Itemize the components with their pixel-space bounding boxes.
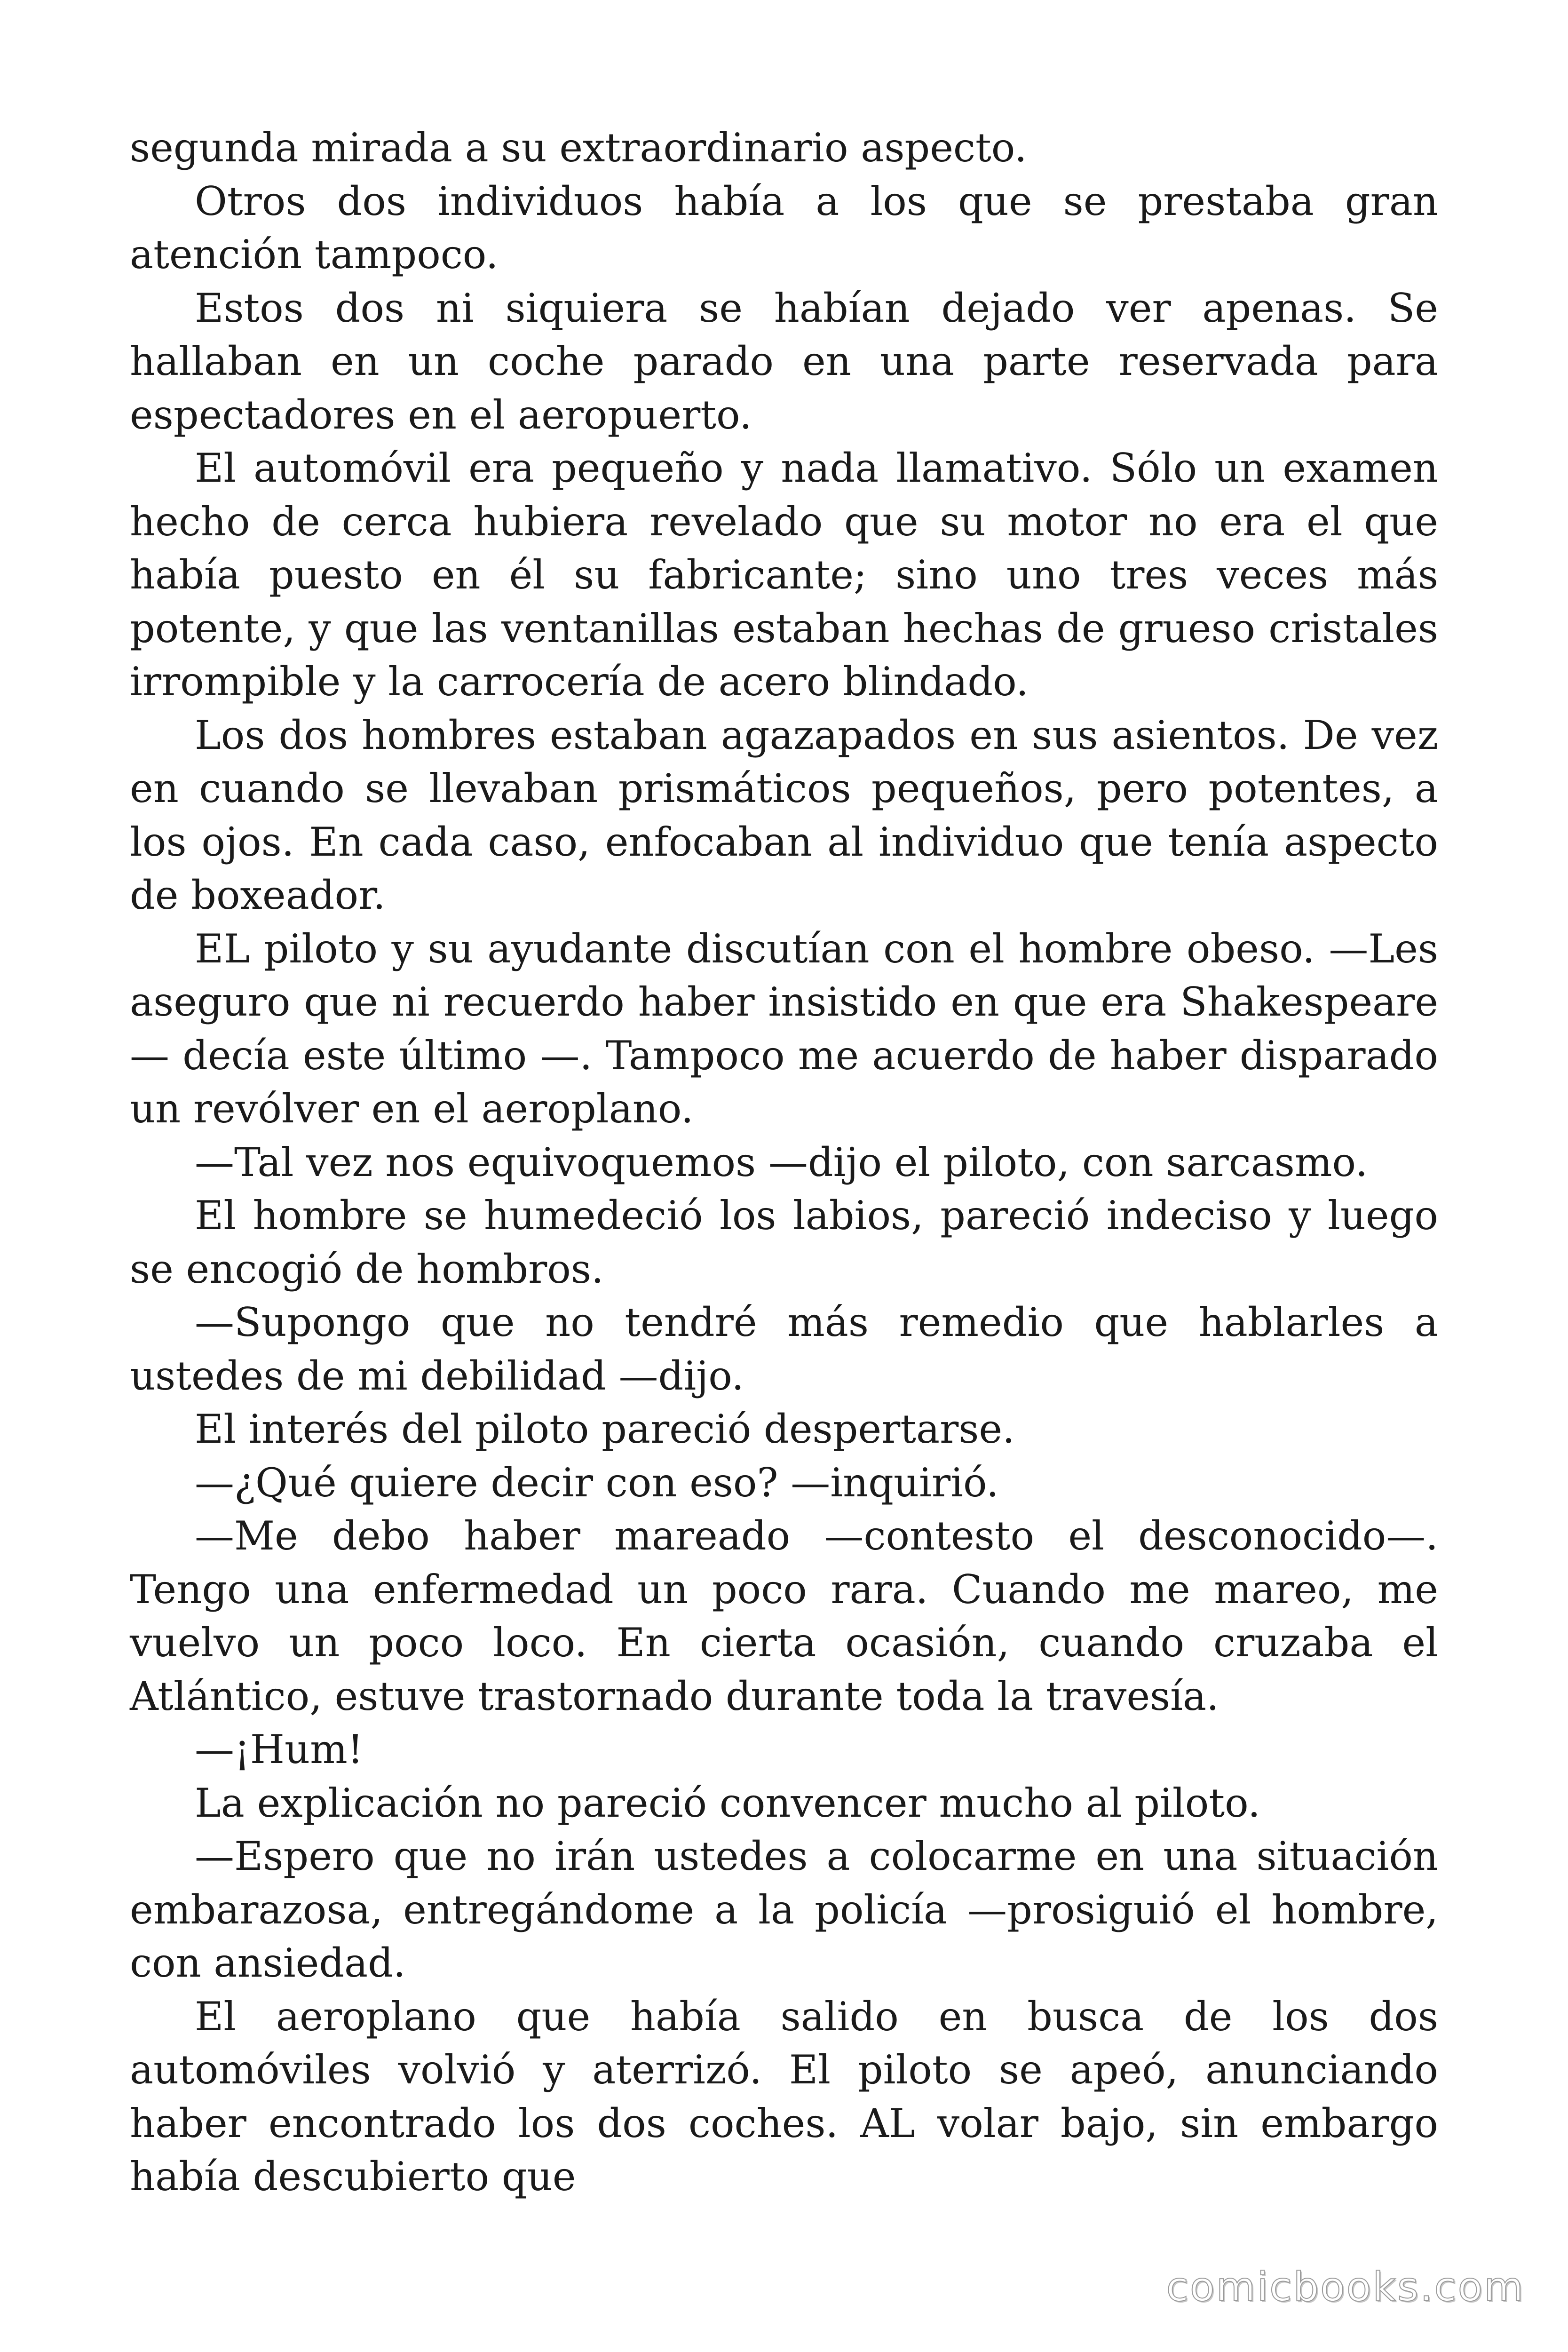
paragraph: El aeroplano que había salido en busca de los dos automóviles volvió y aterrizó. El piloto se apeó, anunciando haber encontrado los dos coches. AL volar bajo, sin embargo había descubierto que [130, 1993, 1438, 2200]
paragraph-continuation: segunda mirada a su extraordinario aspecto. [130, 125, 1027, 171]
site-watermark: comicbooks.com [1166, 2264, 1525, 2311]
paragraph: —Supongo que no tendré más remedio que hablarles a ustedes de mi debilidad —dijo. [130, 1299, 1438, 1399]
paragraph: El hombre se humedeció los labios, pareció indeciso y luego se encogió de hombros. [130, 1192, 1438, 1292]
paragraph: —Me debo haber mareado —contesto el desconocido—. Tengo una enfermedad un poco rara. Cuando me mareo, me vuelvo un poco loco. En cierta ocasión, cuando cruzaba el Atlántico, estuve trastornado durante toda la travesía. [130, 1513, 1438, 1719]
page-body-text [130, 121, 1438, 2204]
paragraph: —Espero que no irán ustedes a colocarme en una situación embarazosa, entregándome a la policía —prosiguió el hombre, con ansiedad. [130, 1833, 1438, 1986]
paragraph: El interés del piloto pareció despertarse. [195, 1406, 1015, 1452]
paragraph: —¿Qué quiere decir con eso? —inquirió. [195, 1459, 999, 1506]
paragraph: EL piloto y su ayudante discutían con el hombre obeso. —Les aseguro que ni recuerdo haber insistido en que era Shakespeare— decía este último —. Tampoco me acuerdo de haber disparado un revólver en el aeroplano. [130, 925, 1438, 1132]
paragraph: —Tal vez nos equivoquemos —dijo el piloto, con sarcasmo. [195, 1139, 1368, 1185]
paragraph: Otros dos individuos había a los que se prestaba gran atención tampoco. [130, 178, 1438, 278]
paragraph: Los dos hombres estaban agazapados en sus asientos. De vez en cuando se llevaban prismáticos pequeños, pero potentes, a los ojos. En cada caso, enfocaban al individuo que tenía aspecto de boxeador. [130, 712, 1438, 918]
paragraph: El automóvil era pequeño y nada llamativo. Sólo un examen hecho de cerca hubiera revelado que su motor no era el que había puesto en él su fabricante; sino uno tres veces más potente, y que las ventanillas estaban hechas de grueso cristales irrompible y la carrocería de acero blindado. [130, 445, 1438, 705]
paragraph: La explicación no pareció convencer mucho al piloto. [195, 1780, 1260, 1826]
paragraph: —¡Hum! [195, 1726, 364, 1772]
paragraph: Estos dos ni siquiera se habían dejado ver apenas. Se hallaban en un coche parado en una parte reservada para espectadores en el aeropuerto. [130, 285, 1438, 438]
